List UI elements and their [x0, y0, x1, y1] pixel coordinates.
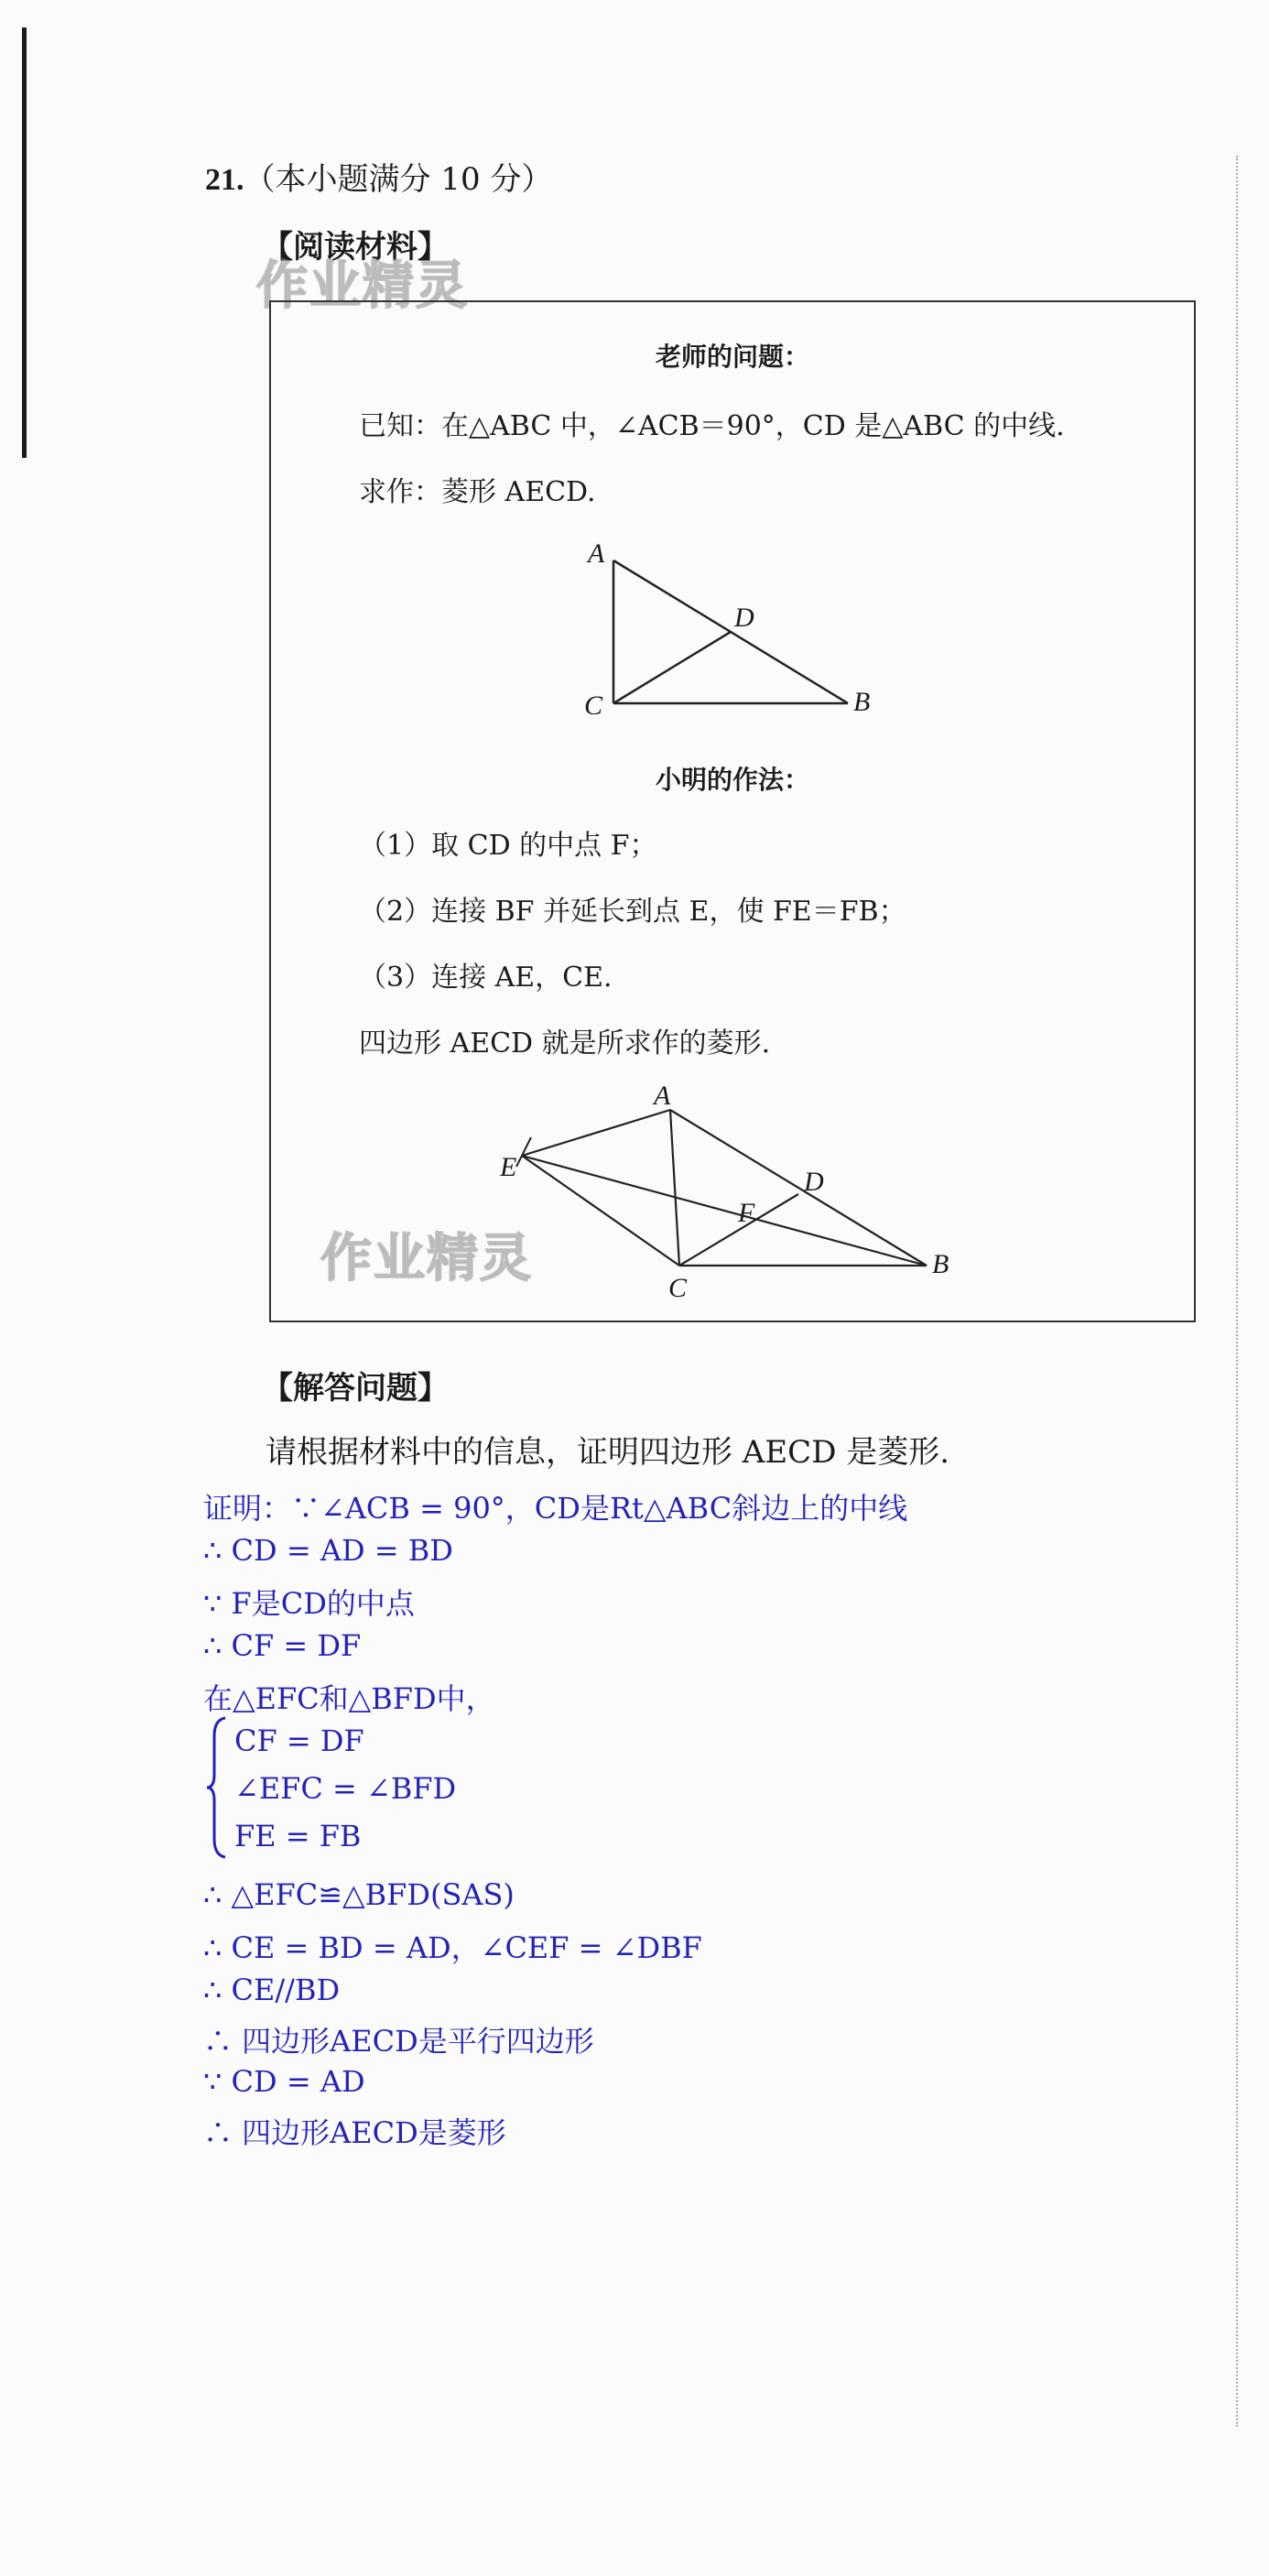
arc-mark-e	[516, 1137, 531, 1167]
proof-line-2: ∴ CD = AD = BD	[203, 1533, 453, 1568]
label-d: D	[804, 1167, 824, 1197]
teacher-question-title: 老师的问题：	[655, 342, 809, 372]
label-d: D	[734, 603, 754, 633]
proof-line-9: ∴ 四边形AECD是平行四边形	[203, 2024, 594, 2059]
label-e: E	[500, 1152, 517, 1182]
label-a: A	[654, 1081, 671, 1111]
system-brace	[203, 1714, 231, 1861]
question-header	[205, 154, 552, 199]
side-ab	[670, 1110, 927, 1266]
label-b: B	[932, 1249, 949, 1279]
label-c: C	[584, 690, 603, 714]
construction-conclusion: 四边形 AECD 就是所求作的菱形.	[359, 1027, 771, 1060]
label-a: A	[588, 538, 605, 569]
proof-line-11: ∴ 四边形AECD是菱形	[203, 2115, 506, 2150]
condition-3: FE = FB	[234, 1819, 362, 1853]
label-c: C	[668, 1273, 688, 1303]
segment-eb	[522, 1156, 927, 1266]
proof-line-5: 在△EFC和△BFD中，	[203, 1681, 495, 1716]
task-statement: 求作：菱形 AECD.	[359, 476, 596, 508]
proof-line-7: ∴ CE = BD = AD，∠CEF = ∠DBF	[203, 1930, 702, 1965]
page-edge-rule	[22, 27, 27, 458]
side-ac	[670, 1110, 679, 1266]
condition-2: ∠EFC = ∠BFD	[234, 1771, 457, 1806]
answer-section-title: 【解答问题】	[262, 1370, 449, 1407]
proof-line-8: ∴ CE//BD	[203, 1973, 341, 2007]
proof-line-10: ∵ CD = AD	[203, 2064, 365, 2099]
median-cd	[613, 632, 731, 703]
watermark-logo: 作业精灵	[256, 256, 469, 316]
given-statement: 已知：在△ABC 中，∠ACB＝90°，CD 是△ABC 的中线.	[359, 410, 1065, 442]
condition-1: CF = DF	[234, 1723, 364, 1758]
reading-material-box	[269, 300, 1196, 1322]
figure-triangle-abc	[573, 531, 903, 714]
xiaoming-method-title: 小明的作法：	[655, 765, 809, 795]
side-ce	[522, 1156, 679, 1266]
question-number: 21.	[205, 163, 244, 197]
step-1: （1）取 CD 的中点 F；	[359, 830, 657, 862]
proof-line-1: 证明：∵∠ACB = 90°，CD是Rt△ABC斜边上的中线	[203, 1491, 908, 1526]
label-f: F	[738, 1198, 755, 1228]
label-b: B	[853, 687, 871, 714]
figure-rhombus-construction	[500, 1071, 1068, 1319]
proof-line-4: ∴ CF = DF	[203, 1628, 362, 1663]
step-2: （2）连接 BF 并延长到点 E，使 FE＝FB；	[359, 896, 906, 928]
proof-line-6: ∴ △EFC≌△BFD(SAS)	[203, 1877, 515, 1912]
page-margin-dots	[1236, 156, 1238, 2427]
watermark-logo-2: 作业精灵	[320, 1229, 533, 1288]
step-3: （3）连接 AE，CE.	[359, 962, 613, 994]
answer-prompt: 请根据材料中的信息，证明四边形 AECD 是菱形.	[266, 1434, 950, 1471]
side-ae	[522, 1110, 670, 1156]
proof-line-3: ∵ F是CD的中点	[203, 1586, 415, 1621]
reading-material-title: 【阅读材料】	[262, 229, 449, 266]
question-score-note: （本小题满分 10 分）	[244, 161, 553, 198]
